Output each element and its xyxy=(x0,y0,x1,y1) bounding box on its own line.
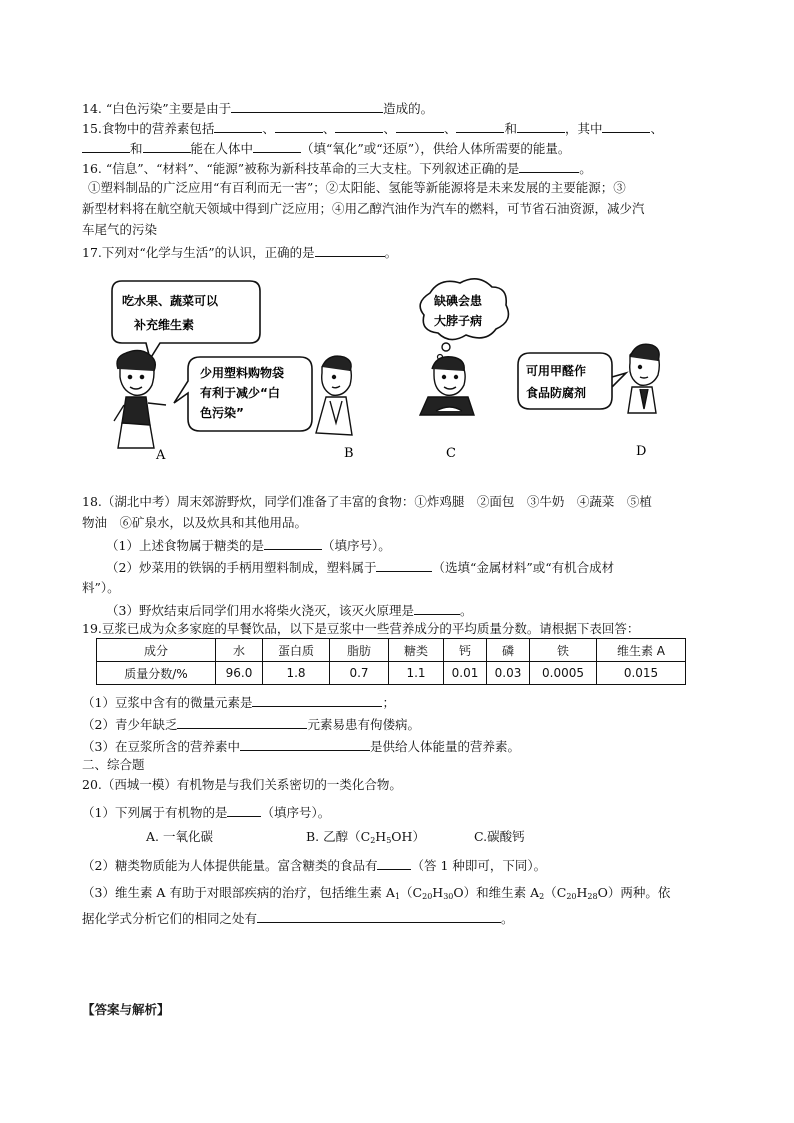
question-20-option-c: C.碳酸钙 xyxy=(474,829,525,844)
table-cell: 0.7 xyxy=(330,662,389,685)
answer-blank[interactable] xyxy=(275,120,323,133)
answer-blank[interactable] xyxy=(257,910,501,923)
question-15-line2: 和 能在人体中 （填“氧化”或“还原”），供给人体所需要的能量。 xyxy=(82,140,570,157)
table-cell: 维生素 A xyxy=(597,639,686,662)
answer-blank[interactable] xyxy=(414,602,460,615)
question-18-sub2: （2）炒菜用的铁锅的手柄用塑料制成，塑料属于 （选填“金属材料”或“有机合成材 xyxy=(106,560,615,575)
question-16-line4: 车尾气的污染 xyxy=(82,222,158,237)
person-b-boy xyxy=(316,356,352,435)
nutrition-table xyxy=(96,638,686,685)
answer-blank[interactable] xyxy=(315,244,385,257)
answer-blank[interactable] xyxy=(602,120,650,133)
table-cell: 0.0005 xyxy=(530,662,597,685)
cartoon-illustration xyxy=(100,273,690,468)
question-19-sub3: （3）在豆浆所含的营养素中 是供给人体能量的营养素。 xyxy=(82,739,520,754)
question-18-sub1: （1）上述食物属于糖类的是 （填序号）。 xyxy=(106,538,391,553)
question-19-stem: 19.豆浆已成为众多家庭的早餐饮品，以下是豆浆中一些营养成分的平均质量分数。请根据下表回答： xyxy=(82,621,640,636)
question-18-line1: 18.（湖北中考）周末郊游野炊，同学们准备了丰富的食物：①炸鸡腿 ②面包 ③牛奶 ④蔬菜 ⑤植 xyxy=(82,494,652,509)
svg-text:可用甲醛作: 可用甲醛作 xyxy=(526,364,587,378)
question-20-sub3-cont: 据化学式分析它们的相同之处有 。 xyxy=(82,911,514,926)
answer-blank[interactable] xyxy=(231,100,383,113)
svg-text:有利于减少“白: 有利于减少“白 xyxy=(200,386,280,400)
question-19-sub2: （2）青少年缺乏 元素易患有佝偻病。 xyxy=(82,717,420,732)
question-20-stem: 20.（西城一模）有机物是与我们关系密切的一类化合物。 xyxy=(82,777,402,792)
answer-blank[interactable] xyxy=(214,120,262,133)
bubble-a xyxy=(112,281,260,359)
person-d-man xyxy=(628,344,659,413)
answer-blank[interactable] xyxy=(253,140,301,153)
question-17-stem: 17.下列对“化学与生活”的认识，正确的是 。 xyxy=(82,245,398,260)
svg-text:少用塑料购物袋: 少用塑料购物袋 xyxy=(200,366,285,380)
question-14: 14. “白色污染”主要是由于 造成的。 xyxy=(82,101,434,116)
person-c-boy xyxy=(420,357,474,415)
question-20-sub1: （1）下列属于有机物的是 （填序号）。 xyxy=(82,805,331,820)
question-16-stem: 16. “信息”、“材料”、“能源”被称为新科技革命的三大支柱。下列叙述正确的是 。 xyxy=(82,161,592,176)
answer-blank[interactable] xyxy=(456,120,504,133)
answer-blank[interactable] xyxy=(519,160,579,173)
table-cell: 96.0 xyxy=(216,662,263,685)
table-cell: 糖类 xyxy=(389,639,444,662)
bubble-d xyxy=(518,353,626,409)
question-16-line2: ①塑料制品的广泛应用“有百利而无一害”；②太阳能、氢能等新能源将是未来发展的主要能源；③ xyxy=(88,180,626,195)
table-header-row xyxy=(97,639,686,662)
answer-blank[interactable] xyxy=(177,716,307,729)
answer-blank[interactable] xyxy=(376,559,432,572)
question-18-sub2-cont: 料”）。 xyxy=(82,580,120,595)
question-20-option-b: B. 乙醇$(C_2H_5OH)$ xyxy=(306,829,425,845)
question-15-line1: 15.食物中的营养素包括 、 、 、 、 和 ，其中 、 xyxy=(82,121,663,136)
answer-blank[interactable] xyxy=(227,804,261,817)
question-20-sub3: （3）维生素 A 有助于对眼部疾病的治疗，包括维生素 $A_1(C_{20}H_{30}O)$和维生素 $A_2(C_{20}H_{28}O)$两种。依 xyxy=(82,885,671,901)
question-20-option-a: A. 一氧化碳 xyxy=(146,829,213,844)
bubble-b xyxy=(174,357,312,431)
table-cell: 0.03 xyxy=(487,662,530,685)
answer-blank[interactable] xyxy=(252,694,382,707)
question-20-sub2: （2）糖类物质能为人体提供能量。富含糖类的食品有 （答 1 种即可，下同）。 xyxy=(82,858,547,873)
table-cell: 0.015 xyxy=(597,662,686,685)
table-row xyxy=(97,662,686,685)
table-cell: 水 xyxy=(216,639,263,662)
svg-text:补充维生素: 补充维生素 xyxy=(134,318,195,332)
question-19-sub1: （1）豆浆中含有的微量元素是 ； xyxy=(82,695,395,710)
answer-blank[interactable] xyxy=(377,857,411,870)
answer-heading: 【答案与解析】 xyxy=(82,1002,170,1017)
label-a: A xyxy=(156,448,166,463)
question-16-line3: 新型材料将在航空航天领域中得到广泛应用；④用乙醇汽油作为汽车的燃料，可节省石油资源，减少汽 xyxy=(82,201,645,216)
table-cell: 成分 xyxy=(97,639,216,662)
table-cell: 磷 xyxy=(487,639,530,662)
svg-text:大脖子病: 大脖子病 xyxy=(434,314,483,328)
table-cell: 1.1 xyxy=(389,662,444,685)
svg-text:吃水果、蔬菜可以: 吃水果、蔬菜可以 xyxy=(122,294,219,308)
answer-blank[interactable] xyxy=(335,120,383,133)
table-cell: 1.8 xyxy=(263,662,330,685)
table-cell: 蛋白质 xyxy=(263,639,330,662)
table-cell: 脂肪 xyxy=(330,639,389,662)
label-b: B xyxy=(344,446,354,461)
question-18-line2: 物油 ⑥矿泉水，以及炊具和其他用品。 xyxy=(82,515,308,530)
table-cell: 铁 xyxy=(530,639,597,662)
table-cell: 质量分数/% xyxy=(97,662,216,685)
bubble-c xyxy=(420,279,508,360)
person-a-girl xyxy=(114,350,166,448)
question-18-sub3: （3）野炊结束后同学们用水将柴火浇灭，该灭火原理是 。 xyxy=(106,603,473,618)
svg-text:色污染”: 色污染” xyxy=(200,406,244,420)
svg-text:缺碘会患: 缺碘会患 xyxy=(434,294,483,308)
label-c: C xyxy=(446,446,456,461)
answer-blank[interactable] xyxy=(517,120,565,133)
table-cell: 0.01 xyxy=(444,662,487,685)
answer-blank[interactable] xyxy=(143,140,191,153)
answer-blank[interactable] xyxy=(82,140,130,153)
answer-blank[interactable] xyxy=(396,120,444,133)
label-d: D xyxy=(636,444,647,459)
answer-blank[interactable] xyxy=(240,738,370,751)
answer-blank[interactable] xyxy=(264,537,322,550)
svg-text:食品防腐剂: 食品防腐剂 xyxy=(526,386,587,400)
table-cell: 钙 xyxy=(444,639,487,662)
section-heading: 二、综合题 xyxy=(82,757,145,772)
